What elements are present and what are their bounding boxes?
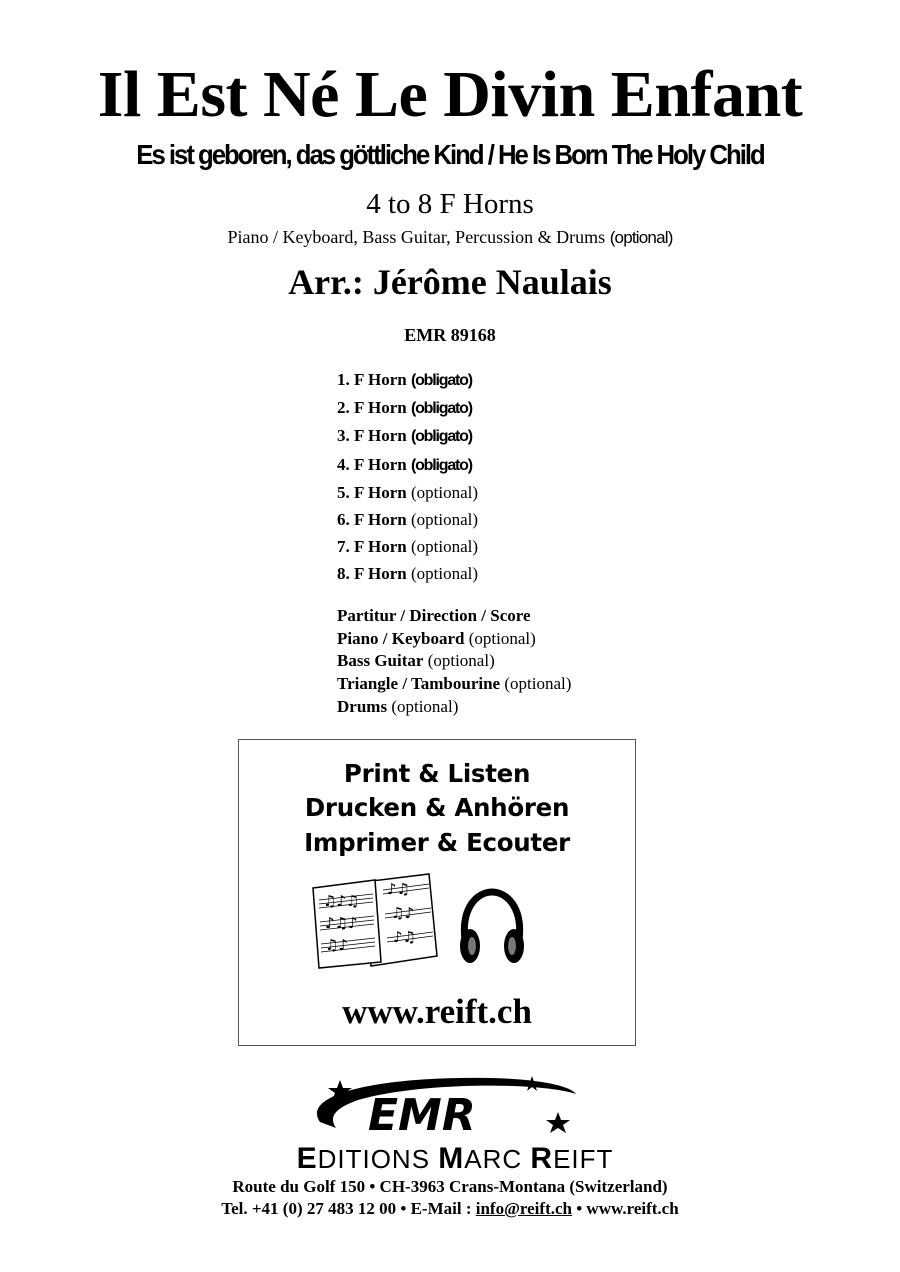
- svg-text:♫♪: ♫♪: [391, 904, 415, 922]
- part-note: (obligato): [410, 372, 472, 389]
- logo-text: EMR: [368, 1090, 476, 1141]
- svg-text:♫♪: ♫♪: [325, 936, 349, 954]
- list-item: [337, 533, 478, 560]
- sheet-music-icon: [311, 870, 441, 970]
- score-name: Piano / Keyboard: [337, 628, 465, 648]
- page-title: Il Est Né Le Divin Enfant: [97, 58, 803, 131]
- list-item: [337, 451, 478, 479]
- score-name: Partitur / Direction / Score: [337, 606, 531, 625]
- part-name: 5. F Horn: [337, 482, 407, 502]
- part-name: 8. F Horn: [337, 564, 407, 584]
- print-listen-box: [238, 739, 636, 1046]
- svg-text:♪♫: ♪♫: [393, 928, 417, 946]
- list-item: [337, 394, 478, 422]
- list-item: [337, 422, 478, 450]
- publisher-name: EDITIONS MARC REIFT: [296, 1142, 614, 1175]
- emr-logo: [240, 1072, 660, 1144]
- part-note: (obligato): [410, 456, 472, 474]
- website-link[interactable]: www.reift.ch: [342, 992, 532, 1031]
- promo-line-3: Imprimer & Ecouter: [304, 828, 570, 857]
- part-name: 1. F Horn: [337, 370, 407, 389]
- list-item: [337, 650, 571, 673]
- part-note: (obligato): [410, 400, 472, 418]
- score-name: Bass Guitar: [337, 651, 424, 671]
- part-note: (optional): [410, 537, 479, 557]
- list-item: [337, 696, 571, 719]
- arranger: Arr.: Jérôme Naulais: [288, 262, 612, 302]
- part-name: 7. F Horn: [337, 537, 407, 557]
- score-note: (optional): [468, 628, 536, 648]
- promo-line-1: Print & Listen: [343, 759, 531, 788]
- svg-text:♪♫: ♪♫: [387, 880, 411, 898]
- subtitle: Es ist geboren, das göttliche Kind / He Is Born The Holy Child: [136, 139, 764, 170]
- accompaniment-note: (optional): [609, 228, 673, 247]
- accompaniment-text: Piano / Keyboard, Bass Guitar, Percussion & Drums: [227, 227, 606, 247]
- part-name: 6. F Horn: [337, 510, 407, 530]
- part-note: (optional): [410, 482, 479, 502]
- contact-website[interactable]: • www.reift.ch: [571, 1199, 679, 1218]
- score-name: Drums: [337, 696, 388, 716]
- list-item: [337, 628, 571, 651]
- list-item: [337, 366, 478, 394]
- list-item: [337, 605, 571, 628]
- part-name: 4. F Horn: [337, 454, 407, 474]
- list-item: [337, 560, 478, 587]
- score-note: (optional): [391, 696, 459, 716]
- score-name: Triangle / Tambourine: [337, 674, 501, 694]
- list-item: [337, 479, 478, 506]
- email-link[interactable]: info@reift.ch: [475, 1199, 572, 1218]
- svg-text:♫♪♫: ♫♪♫: [323, 892, 360, 910]
- score-note: (optional): [427, 651, 495, 671]
- contact-tel: Tel. +41 (0) 27 483 12 00 • E-Mail :: [221, 1199, 476, 1218]
- publisher-contact: [0, 1200, 900, 1217]
- parts-list: [337, 366, 478, 588]
- part-note: (optional): [410, 564, 479, 584]
- headphones-icon: [457, 888, 527, 970]
- score-note: (optional): [504, 674, 572, 694]
- scores-list: [337, 605, 571, 719]
- part-name: 2. F Horn: [337, 398, 407, 418]
- catalog-number: EMR 89168: [404, 325, 496, 345]
- part-note: (obligato): [410, 428, 472, 446]
- part-name: 3. F Horn: [337, 426, 407, 446]
- accompaniment: [0, 228, 900, 246]
- part-note: (optional): [410, 510, 479, 530]
- list-item: [337, 506, 478, 533]
- list-item: [337, 673, 571, 696]
- svg-text:♪♫♪: ♪♫♪: [325, 914, 358, 932]
- promo-line-2: Drucken & Anhören: [304, 793, 570, 822]
- instrumentation: 4 to 8 F Horns: [366, 188, 534, 220]
- publisher-address: Route du Golf 150 • CH-3963 Crans-Montana (Switzerland): [232, 1177, 668, 1196]
